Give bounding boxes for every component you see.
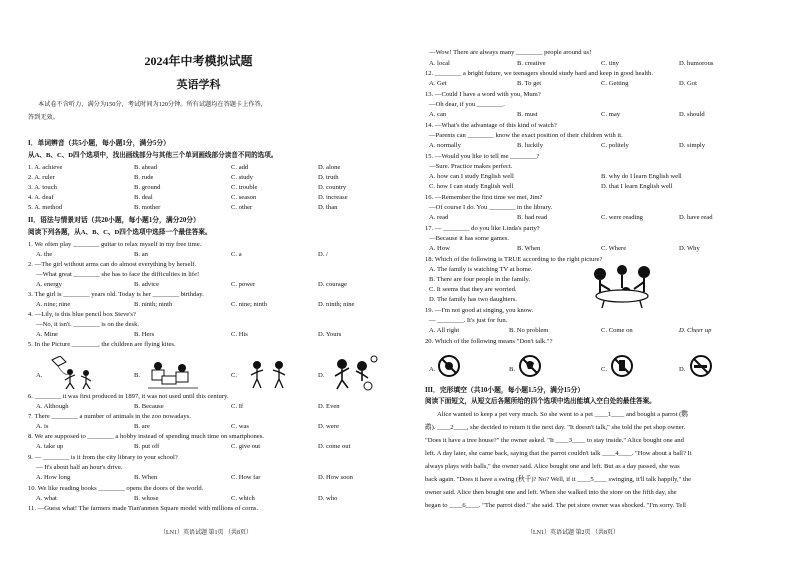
q9-opt-a: A. How long bbox=[36, 474, 71, 481]
right-page bbox=[397, 0, 794, 561]
q2-option-b: B. rude bbox=[134, 174, 154, 181]
q2-opt-c: C. power bbox=[231, 281, 256, 288]
q10-opt-c: C. which bbox=[231, 495, 255, 502]
no-phone-sign-icon bbox=[610, 354, 634, 378]
q10-opt-b: B. whose bbox=[134, 495, 159, 502]
q1-option-d: D. alone bbox=[318, 164, 341, 171]
q17-opt-a: A. How bbox=[429, 245, 450, 252]
q5-pic-label-b: B. bbox=[134, 372, 141, 379]
section-3-title: III．完形填空（共10小题，每小题1.5分，满分15分） bbox=[425, 387, 585, 394]
q20-label-c: C. bbox=[601, 366, 608, 373]
q6-opt-a: A. Although bbox=[36, 403, 69, 410]
section-3-instruction: 阅读下面短文，从短文后各题所给的四个选项中选出能填入空白处的最佳答案。 bbox=[425, 398, 656, 405]
q10-opt-a: A. what bbox=[36, 495, 57, 502]
q10-stem: 10. We like reading books ________ opens the doors of the world. bbox=[28, 485, 204, 492]
q10-opt-d: D. who bbox=[318, 495, 338, 502]
q4-stem-1: 4. —Lily, is this blue pencil box Steve's? bbox=[28, 311, 136, 318]
no-eating-sign-icon bbox=[437, 354, 461, 378]
q1-stem: 1. We often play ________ guitar to relax myself in my free time. bbox=[28, 241, 202, 248]
q12-opt-a: A. Get bbox=[429, 80, 447, 87]
q2-stem-2: —What great ________ she has to face the difficulties in life! bbox=[36, 271, 200, 278]
q17-stem-1: 17. — ________ do you like Linda's party? bbox=[425, 225, 540, 232]
q2-opt-b: B. advice bbox=[134, 281, 159, 288]
q13-stem-2: —Oh dear, if you ________. bbox=[429, 101, 505, 108]
q20-label-b: B. bbox=[509, 366, 516, 373]
q14-opt-a: A. normally bbox=[429, 142, 461, 149]
q6-opt-c: C. If bbox=[231, 403, 244, 410]
section-2-title: II．语法与情景对话（共20小题，每小题1分，满分20分） bbox=[28, 217, 200, 224]
q16-stem-2: —Of course I do. You ________ in the library. bbox=[429, 204, 553, 211]
q3-option-a: 3. A. touch bbox=[28, 184, 57, 191]
q5-option-d: D. than bbox=[318, 204, 338, 211]
family-at-table-illustration bbox=[582, 262, 668, 308]
q16-opt-c: C. were reading bbox=[601, 214, 643, 221]
q9-stem-2: — It's about half an hour's drive. bbox=[36, 464, 123, 471]
boys-reading-illustration bbox=[144, 356, 202, 390]
cloze-line-5: always plays with balls," the owner said. Alice bought one and left. But as a day passed, she was bbox=[425, 463, 680, 470]
q4-option-b: B. deal bbox=[134, 194, 153, 201]
q11-opt-b: B. creative bbox=[517, 60, 546, 67]
q8-opt-c: C. give out bbox=[231, 443, 261, 450]
cloze-line-4: left. A day later, she came back, saying that the parrot couldn't talk ____4____. "How about a ball? It bbox=[425, 450, 692, 457]
q17-opt-b: B. When bbox=[517, 245, 541, 252]
q9-stem-1: 9. — ________ is it from the city library to your school? bbox=[28, 454, 178, 461]
q20-label-a: A. bbox=[429, 366, 436, 373]
q19-opt-c: C. Come on bbox=[601, 327, 633, 334]
q13-opt-a: A. can bbox=[429, 111, 447, 118]
q15-opt-c: C. how I can study English well bbox=[429, 183, 514, 190]
q1-opt-c: C. a bbox=[231, 251, 242, 258]
cloze-line-1: Alice wanted to keep a pet very much. So she went to a pet ____1____ and bought a parrot (鹦 bbox=[437, 411, 688, 418]
q1-option-a: 1. A. achieve bbox=[28, 164, 63, 171]
q13-stem-1: 13. —Could I have a word with you, Mum? bbox=[425, 91, 541, 98]
q11-stem: 11. —Guess what! The farmers made Tian'anmen Square model with millions of corns. bbox=[28, 505, 259, 512]
instruction-line-2: 答到无效。 bbox=[28, 114, 59, 121]
q1-opt-d: D. / bbox=[318, 251, 328, 258]
q3-option-d: D. country bbox=[318, 184, 347, 191]
q4-stem-2: —No, it isn't. ________ is on the desk. bbox=[36, 321, 140, 328]
no-talking-sign-icon bbox=[518, 354, 542, 378]
q3-option-b: B. ground bbox=[134, 184, 161, 191]
q5-pic-label-a: A. bbox=[36, 372, 43, 379]
q17-opt-c: C. Where bbox=[601, 245, 627, 252]
exam-subject: 英语学科 bbox=[176, 79, 221, 91]
q7-opt-a: A. is bbox=[36, 423, 49, 430]
q12-opt-b: B. To get bbox=[517, 80, 542, 87]
q4-option-d: D. increase bbox=[318, 194, 348, 201]
q14-stem-1: 14. —What's the advantage of this kind of watch? bbox=[425, 122, 557, 129]
q4-option-c: C. season bbox=[231, 194, 257, 201]
q12-opt-c: C. Getting bbox=[601, 80, 629, 87]
q1-option-c: C. add bbox=[231, 164, 249, 171]
q16-opt-a: A. read bbox=[429, 214, 449, 221]
q7-opt-c: C. was bbox=[231, 423, 249, 430]
children-playing-illustration bbox=[241, 356, 297, 390]
q5-pic-label-c: C. bbox=[231, 372, 238, 379]
q5-option-b: B. mother bbox=[134, 204, 161, 211]
q16-opt-d: D. have read bbox=[679, 214, 713, 221]
q19-opt-d: D. Cheer up bbox=[679, 327, 712, 334]
section-2-instruction: 阅读下列各题，从A、B、C、D四个选项中选择一个最佳答案。 bbox=[28, 229, 212, 236]
q18-opt-a: A. The family is watching TV at home. bbox=[429, 266, 533, 273]
q7-opt-b: B. are bbox=[134, 423, 150, 430]
q9-opt-c: C. How far bbox=[231, 474, 261, 481]
q11-cont-stem: —Wow! There are always many ________ people around us! bbox=[429, 49, 592, 56]
section-1-title: I．单词辨音（共5小题，每小题1分，满分5分） bbox=[28, 140, 170, 147]
q8-opt-b: B. put off bbox=[134, 443, 160, 450]
q11-opt-c: C. tiny bbox=[601, 60, 619, 67]
q8-stem: 8. We are supposed to ________ a hobby instead of spending much time on smartphones. bbox=[28, 433, 264, 440]
q2-opt-d: D. courage bbox=[318, 281, 347, 288]
no-smoking-sign-icon bbox=[689, 354, 713, 378]
q4-opt-b: B. Hers bbox=[134, 331, 155, 338]
q19-stem-1: 19. —I'm not good at singing, you know. bbox=[425, 307, 534, 314]
q5-option-a: 5. A. method bbox=[28, 204, 63, 211]
q6-stem: 6. ________ it was first produced in 1897, it was not used until this century. bbox=[28, 393, 229, 400]
q19-stem-2: — ________. It's just for fun. bbox=[429, 317, 508, 324]
q1-opt-b: B. an bbox=[134, 251, 148, 258]
q7-opt-d: D. were bbox=[318, 423, 339, 430]
q12-stem: 12. ________ a bright future, we teenagers should study hard and keep in good health. bbox=[425, 70, 653, 77]
q19-opt-a: A. All right bbox=[429, 327, 460, 334]
exam-title: 2024年中考模拟试题 bbox=[144, 54, 253, 68]
q5-pic-label-d: D. bbox=[318, 372, 325, 379]
q15-stem-2: —Sure. Practice makes perfect. bbox=[429, 163, 513, 170]
q4-option-a: 4. A. deaf bbox=[28, 194, 54, 201]
q2-stem-1: 2. —The girl without arms can do almost everything by herself. bbox=[28, 261, 197, 268]
q15-opt-b: B. why do I learn English well bbox=[601, 173, 682, 180]
q19-opt-b: B. No problem bbox=[509, 327, 549, 334]
cloze-line-8: began to ____6____. "The parrot died." she said. The pet store owner was shocked. "I'm sorry. Tell bbox=[425, 502, 687, 509]
q20-stem: 20. Which of the following means "Don't talk."? bbox=[425, 338, 553, 345]
q5-option-c: C. other bbox=[231, 204, 253, 211]
q3-stem: 3. The girl is ________ years old. Today is her ________ birthday. bbox=[28, 291, 204, 298]
q2-option-a: 2. A. ruler bbox=[28, 174, 55, 181]
q14-stem-2: —Parents can ________ know the exact position of their children with it. bbox=[429, 132, 623, 139]
q8-opt-d: D. come out bbox=[318, 443, 351, 450]
q2-option-d: D. truth bbox=[318, 174, 339, 181]
instruction-line-1: 本试卷不含听力，满分为150分，考试时间为120分钟。所有试题均在答题卡上作答， bbox=[38, 101, 267, 108]
q3-opt-b: B. ninth; ninth bbox=[134, 301, 173, 308]
q6-opt-b: B. Because bbox=[134, 403, 164, 410]
q18-opt-d: D. The family has two daughters. bbox=[429, 296, 517, 303]
q3-opt-a: A. nine; nine bbox=[36, 301, 71, 308]
cloze-line-2: 鹉). ____2____, she decided to return it the next day. "It doesn't talk," she told the pet shop owner. bbox=[425, 424, 686, 431]
q9-opt-d: D. How soon bbox=[318, 474, 353, 481]
q3-opt-c: C. nine; ninth bbox=[231, 301, 268, 308]
q9-opt-b: B. When bbox=[134, 474, 158, 481]
q14-opt-c: C. politely bbox=[601, 142, 629, 149]
q12-opt-d: D. Got bbox=[679, 80, 697, 87]
q11-opt-a: A. local bbox=[429, 60, 450, 67]
q15-stem-1: 15. —Would you like to tell me ________? bbox=[425, 153, 540, 160]
q1-opt-a: A. the bbox=[36, 251, 53, 258]
cloze-line-3: "Does it have a tree house?" the owner asked. "It ____3____ to stay inside." Alice bought one and bbox=[425, 437, 684, 444]
q4-opt-c: C. His bbox=[231, 331, 248, 338]
q18-opt-c: C. It seems that they are worried. bbox=[429, 286, 517, 293]
q6-opt-d: D. Even bbox=[318, 403, 340, 410]
q1-option-b: B. ahead bbox=[134, 164, 158, 171]
q20-label-d: D. bbox=[679, 366, 686, 373]
q16-opt-b: B. had read bbox=[517, 214, 548, 221]
q5-stem: 5. In the Picture ________, the children are flying kites. bbox=[28, 341, 176, 348]
q13-opt-c: C. may bbox=[601, 111, 621, 118]
q14-opt-d: D. simply bbox=[679, 142, 706, 149]
section-1-instruction: 从A、B、C、D四个选项中，找出画线部分与其他三个单词画线部分读音不同的选项。 bbox=[28, 152, 278, 159]
kite-flying-children-illustration bbox=[46, 356, 102, 390]
cloze-line-6: back again. "Does it have a swing (秋千)? No? Well, if it ____5____ swinging, it'll talk happily," the bbox=[425, 476, 692, 483]
children-football-illustration bbox=[328, 354, 378, 392]
q15-opt-d: D. that I learn English well bbox=[601, 183, 673, 190]
q2-opt-a: A. energy bbox=[36, 281, 62, 288]
q17-opt-d: D. Why bbox=[679, 245, 700, 252]
q17-stem-2: —Because it has some games. bbox=[429, 235, 510, 242]
q15-opt-a: A. how can I study English well bbox=[429, 173, 514, 180]
cloze-line-7: owner said. Alice then bought one and left. When she walked into the store on the fifth day, she bbox=[425, 489, 677, 496]
q3-option-c: C. trouble bbox=[231, 184, 258, 191]
q14-opt-b: B. luckily bbox=[517, 142, 544, 149]
q2-option-c: C. study bbox=[231, 174, 253, 181]
page-footer-left: （LN1）英语试题 第1页 （共8页） bbox=[160, 530, 252, 536]
q3-opt-d: D. ninth; nine bbox=[318, 301, 355, 308]
q13-opt-b: B. must bbox=[517, 111, 538, 118]
q7-stem: 7. There ________ a number of animals in the zoo nowadays. bbox=[28, 413, 191, 420]
q4-opt-d: D. Yours bbox=[318, 331, 342, 338]
q16-stem-1: 16. —Remember the first time we met, Jim? bbox=[425, 194, 543, 201]
q4-opt-a: A. Mine bbox=[36, 331, 58, 338]
q18-stem: 18. Which of the following is TRUE according to the right picture? bbox=[425, 256, 603, 263]
q11-opt-d: D. humorous bbox=[679, 60, 714, 67]
page-footer-right: （LN1）英语试题 第2页 （共8页） bbox=[527, 530, 619, 536]
q8-opt-a: A. take up bbox=[36, 443, 64, 450]
q13-opt-d: D. should bbox=[679, 111, 705, 118]
q18-opt-b: B. There are four people in the family. bbox=[429, 276, 531, 283]
